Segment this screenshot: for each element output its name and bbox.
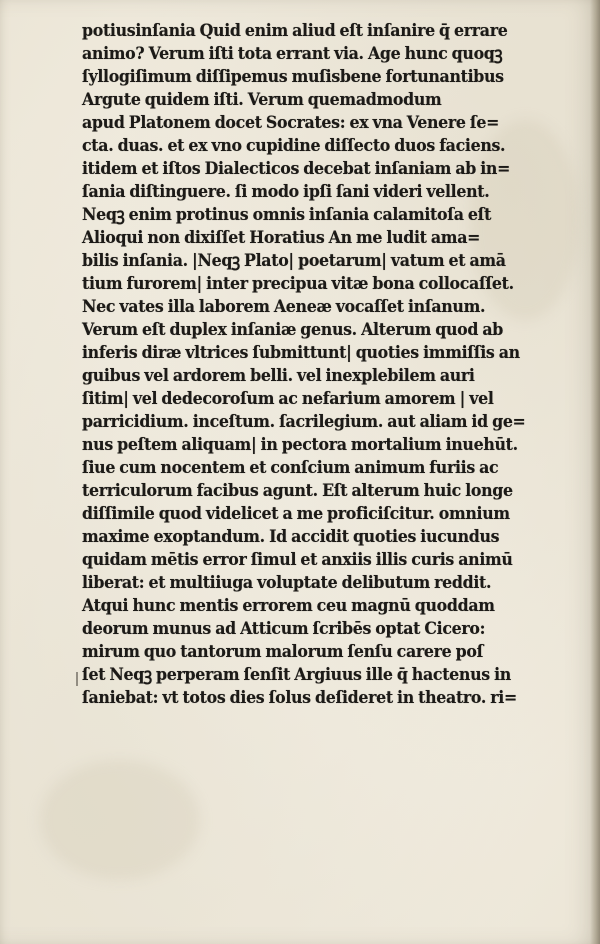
paper-stain <box>40 760 200 880</box>
text-line: maxime exoptandum. Id accidit quoties iucundus <box>82 527 500 547</box>
text-line: parricidium. inceſtum. ſacrilegium. aut aliam id ge= <box>82 412 526 432</box>
margin-mark <box>74 668 80 690</box>
text-line: nus peſtem aliquam| in pectora mortalium inuehūt. <box>82 435 518 455</box>
text-line: bilis inſania. |Neqꝫ Plato| poetarum| vatum et amā <box>82 251 506 271</box>
text-line: Verum eſt duplex inſaniæ genus. Alterum quod ab <box>82 320 504 340</box>
text-line: Argute quidem iſti. Verum quemadmodum <box>82 90 442 110</box>
text-line: guibus vel ardorem belli. vel inexplebilem auri <box>82 366 475 386</box>
text-line: Alioqui non dixiſſet Horatius An me ludit ama= <box>82 228 481 248</box>
text-line: mirum quo tantorum malorum ſenſu carere poſ <box>82 642 484 662</box>
text-line: ſiue cum nocentem et conſcium animum furiis ac <box>82 458 499 478</box>
text-line: ſitim| vel dedecoroſum ac nefarium amorem | vel <box>82 389 494 409</box>
text-line: ſet Neqꝫ perperam ſenſit Argiuus ille q̄ hactenus in <box>82 665 511 685</box>
text-line: liberat: et multiiuga voluptate delibutum reddit. <box>82 573 492 593</box>
text-line: quidam mētis error ſimul et anxiis illis curis animū <box>82 550 513 570</box>
text-line: animo? Verum iſti tota errant via. Age hunc quoqꝫ <box>82 44 503 64</box>
text-line: Neqꝫ enim protinus omnis inſania calamitoſa eſt <box>82 205 492 225</box>
text-line: Nec vates illa laborem Aeneæ vocaſſet inſanum. <box>82 297 486 317</box>
text-line: terriculorum facibus agunt. Eſt alterum huic longe <box>82 481 513 501</box>
text-line: itidem et iſtos Dialecticos decebat inſaniam ab in= <box>82 159 511 179</box>
text-line: potiusinſania Quid enim aliud eſt inſanire q̄ errare <box>82 21 508 41</box>
text-line: diſſimile quod videlicet a me proficiſcitur. omnium <box>82 504 510 524</box>
text-line: tium furorem| inter precipua vitæ bona collocaſſet. <box>82 274 514 294</box>
text-line: Atqui hunc mentis errorem ceu magnū quoddam <box>82 596 495 616</box>
page-edge-shadow <box>590 0 600 944</box>
text-line: apud Platonem docet Socrates: ex vna Venere ſe= <box>82 113 500 133</box>
text-line: inferis diræ vltrices ſubmittunt| quoties immiſſis an <box>82 343 520 363</box>
text-block <box>82 20 568 710</box>
text-line: ſyllogiſimum diſſipemus muſisbene fortunantibus <box>82 67 504 87</box>
text-line: ſania diſtinguere. ſi modo ipſi ſani videri vellent. <box>82 182 490 202</box>
text-line: deorum munus ad Atticum ſcribēs optat Cicero: <box>82 619 486 639</box>
text-line: ſaniebat: vt totos dies ſolus deſideret in theatro. ri= <box>82 688 517 708</box>
text-line: cta. duas. et ex vno cupidine diſſecto duos faciens. <box>82 136 506 156</box>
